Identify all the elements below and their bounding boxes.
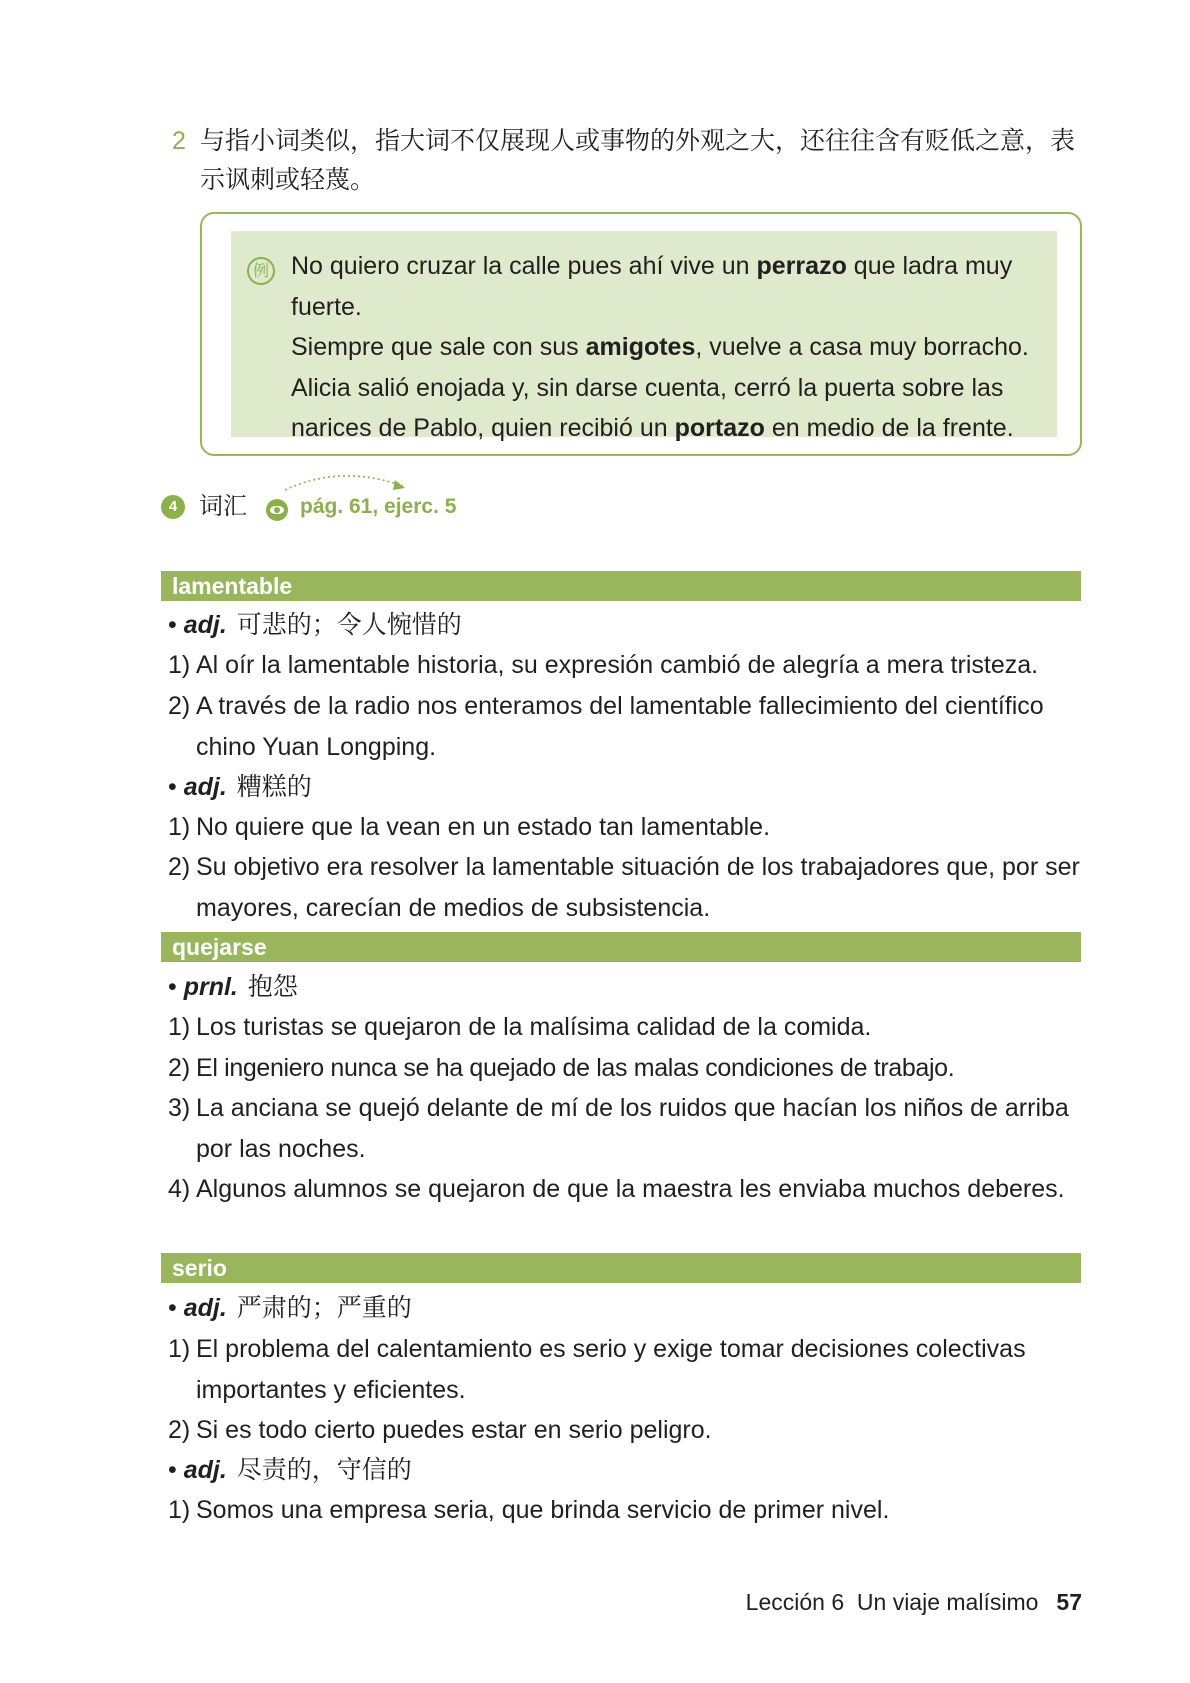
example-item: 1) El problema del calentamiento es serio y exige tomar decisiones colectivas importantes y eficientes. — [168, 1335, 1026, 1404]
example-item: 4) Algunos alumnos se quejaron de que la maestra les enviaba muchos deberes. — [168, 1175, 1065, 1203]
sense-line: • adj. 糟糕的 — [168, 773, 312, 801]
example-sentences — [291, 246, 1051, 449]
example-item: 1) Al oír la lamentable historia, su expresión cambió de alegría a mera tristeza. — [168, 651, 1039, 679]
lesson-title: Lección 6 Un viaje malísimo — [745, 1589, 1039, 1615]
sense-line: • adj. 严肃的；严重的 — [168, 1294, 412, 1322]
example-sentence: Siempre que sale con sus amigotes, vuelve a casa muy borracho. — [291, 333, 1029, 361]
example-item: 2) Su objetivo era resolver la lamentable situación de los trabajadores que, por ser mayores, carecían de medios de subsistencia. — [168, 853, 1080, 922]
example-sentence: No quiero cruzar la calle pues ahí vive un perrazo que ladra muy fuerte. — [291, 252, 1013, 321]
example-item: 1) No quiere que la vean en un estado tan lamentable. — [168, 813, 771, 841]
point-text: 与指小词类似，指大词不仅展现人或事物的外观之大，还往往含有贬低之意，表示讽刺或轻蔑。 — [200, 127, 1076, 194]
entry-header-lamentable: lamentable — [161, 571, 1081, 601]
example-box — [200, 212, 1082, 456]
example-item: 2) A través de la radio nos enteramos del lamentable fallecimiento del científico chino Yuan Longping. — [168, 692, 1044, 761]
example-item: 2) El ingeniero nunca se ha quejado de las malas condiciones de trabajo. — [168, 1054, 955, 1082]
example-item: 2) Si es todo cierto puedes estar en serio peligro. — [168, 1416, 712, 1444]
exercise-reference-link[interactable]: pág. 61, ejerc. 5 — [300, 495, 457, 518]
section-title: 词汇 — [199, 493, 247, 520]
sense-line: • prnl. 抱怨 — [168, 973, 298, 1001]
sense-line: • adj. 可悲的；令人惋惜的 — [168, 611, 462, 639]
page-footer — [746, 1587, 1082, 1617]
page-number: 57 — [1056, 1589, 1082, 1615]
example-item: 3) La anciana se quejó delante de mí de los ruidos que hacían los niños de arriba por las noches. — [168, 1094, 1069, 1163]
example-panel — [231, 231, 1057, 442]
entry-header-serio: serio — [161, 1253, 1081, 1283]
example-icon: 例 — [247, 257, 275, 285]
eye-icon — [266, 499, 288, 521]
example-item: 1) Somos una empresa seria, que brinda servicio de primer nivel. — [168, 1496, 890, 1524]
example-sentence: Alicia salió enojada y, sin darse cuenta, cerró la puerta sobre las narices de Pablo, quien recibió un portazo en medio de la frente. — [291, 373, 1014, 442]
point-number: 2 — [172, 127, 186, 155]
sense-line: • adj. 尽责的，守信的 — [168, 1456, 412, 1484]
example-item: 1) Los turistas se quejaron de la malísima calidad de la comida. — [168, 1013, 872, 1041]
section-number-badge: 4 — [161, 495, 185, 519]
entry-header-quejarse: quejarse — [161, 932, 1081, 962]
numbered-point — [172, 122, 1080, 200]
